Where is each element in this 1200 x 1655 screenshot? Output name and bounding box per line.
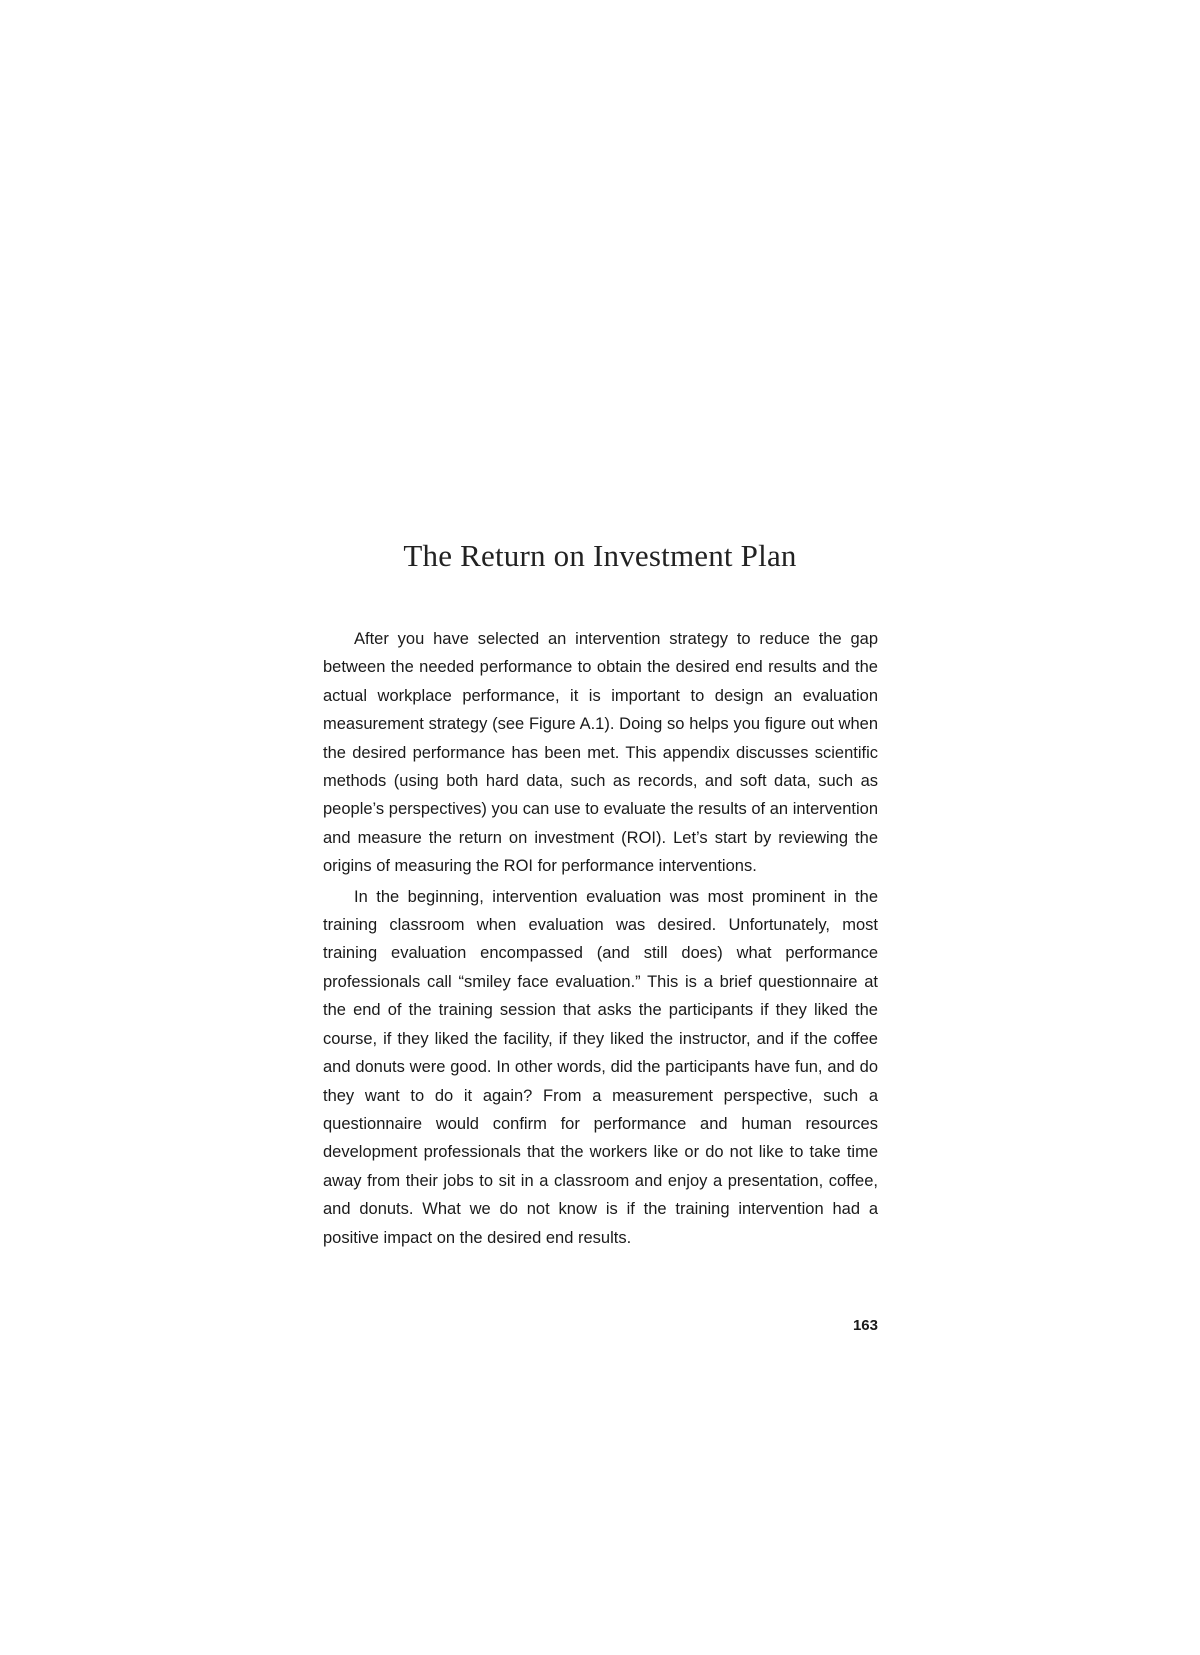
chapter-title: The Return on Investment Plan	[403, 538, 797, 573]
paragraph-1: After you have selected an intervention strategy to reduce the gap between the needed performance to obtain the desired end results and the actual workplace performance, it is important to design an evaluation measurement strategy (see Figure A.1). Doing so helps you figure out when the desired performance has been met. This appendix discusses scientific methods (using both hard data, such as records, and soft data, such as people’s perspectives) you can use to evaluate the results of an intervention and measure the return on investment (ROI). Let’s start by reviewing the origins of measuring the ROI for performance interventions.	[323, 630, 878, 876]
paragraph-2: In the beginning, intervention evaluation was most prominent in the training classroom when evaluation was desired. Unfortunately, most training evaluation encompassed (and still does) what performance professionals call “smiley face evaluation.” This is a brief questionnaire at the end of the training session that asks the participants if they liked the course, if they liked the facility, if they liked the instructor, and if the coffee and donuts were good. In other words, did the participants have fun, and do they want to do it again? From a measurement perspective, such a questionnaire would confirm for performance and human resources development professionals that the workers like or do not like to take time away from their jobs to sit in a classroom and enjoy a presentation, coffee, and donuts. What we do not know is if the training intervention had a positive impact on the desired end results.	[323, 887, 878, 1247]
body-text	[323, 625, 878, 1252]
page-number: 163	[852, 1317, 878, 1334]
